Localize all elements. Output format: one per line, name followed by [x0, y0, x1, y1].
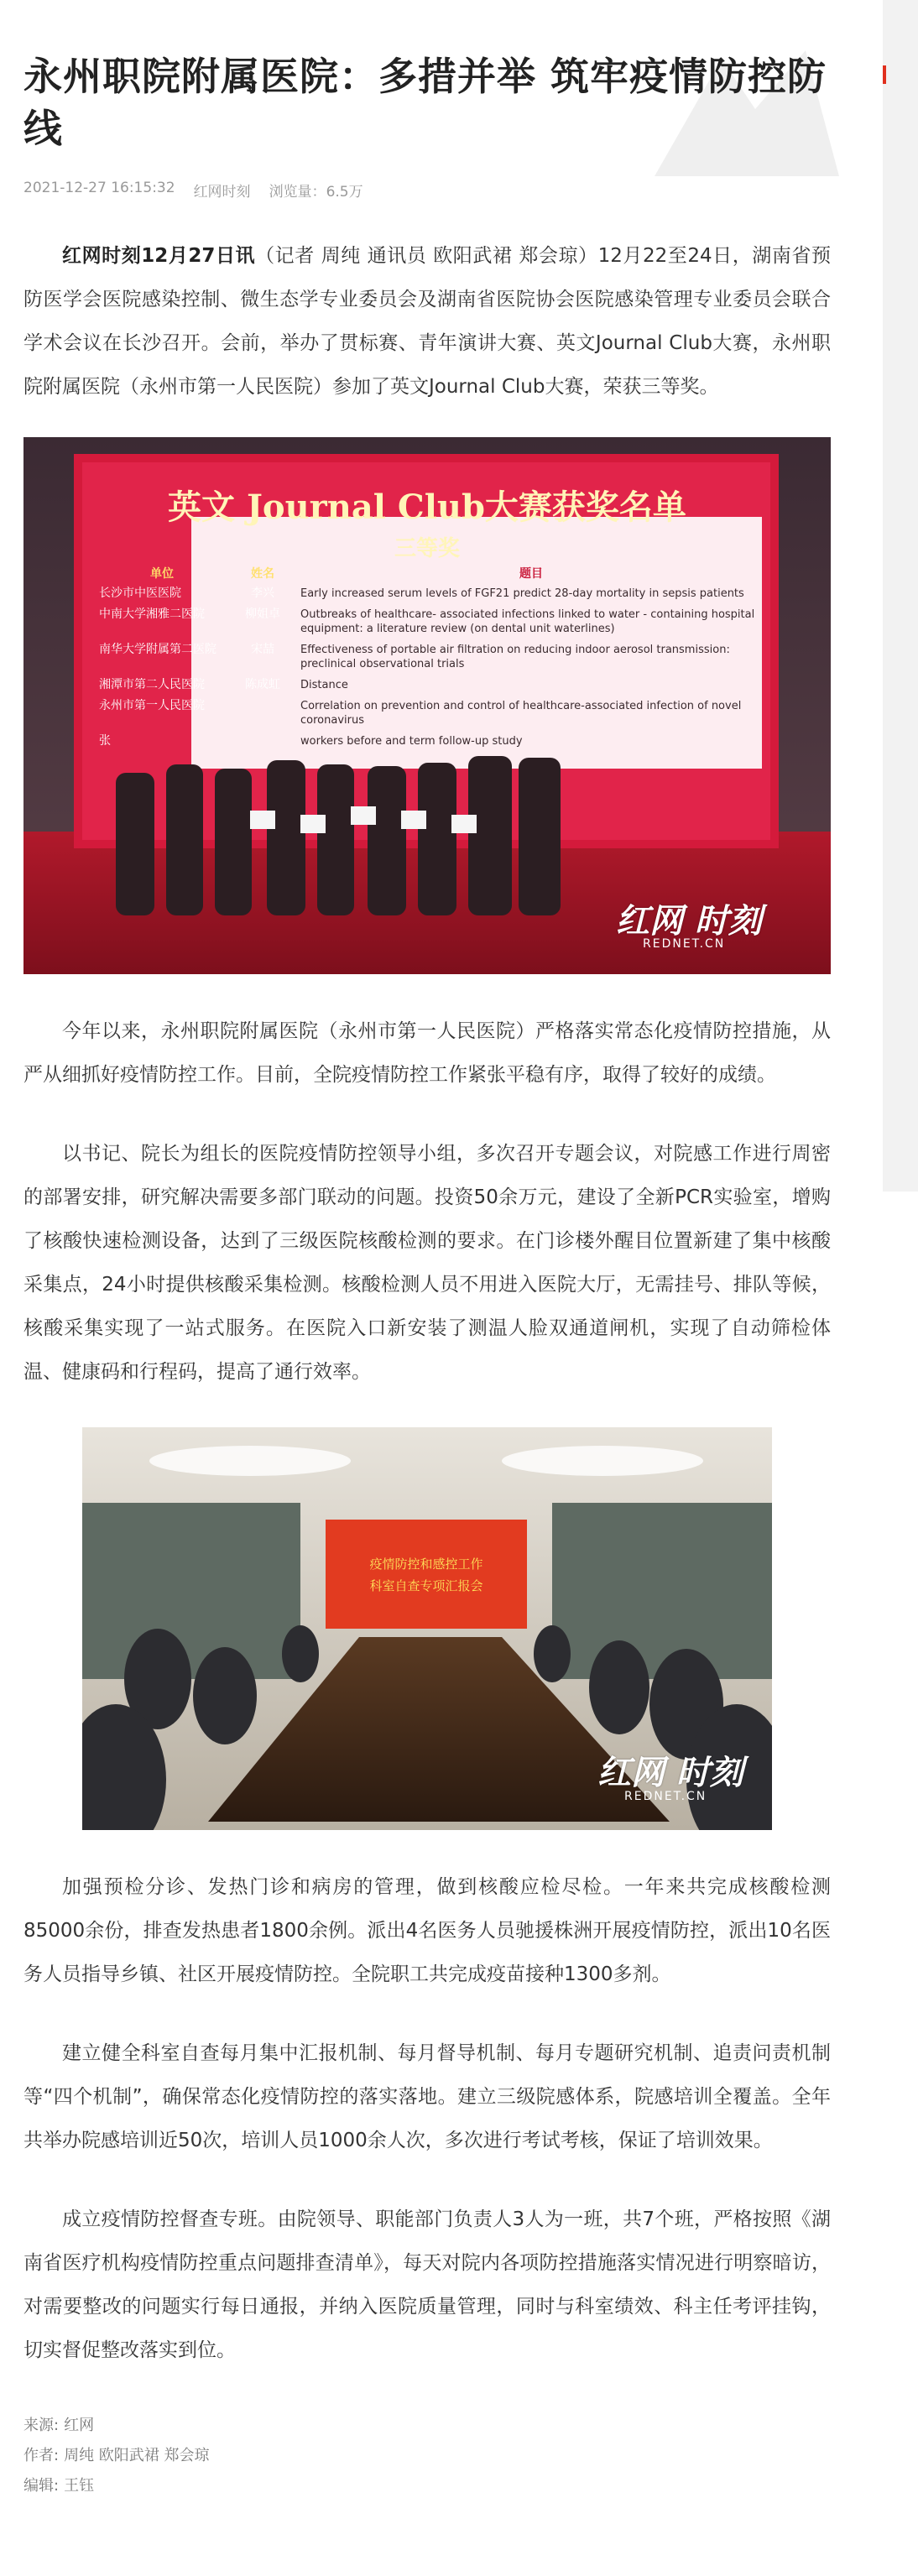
article-meta [23, 180, 831, 201]
footer-editor [23, 2471, 831, 2501]
winner-rows [99, 587, 762, 748]
footer-source-value: 红网 [64, 2417, 95, 2434]
winner-unit: 中南大学湘雅二医院 [99, 607, 205, 621]
footer-source-label: 来源: [23, 2417, 60, 2434]
winner-row [99, 734, 762, 748]
winner-row [99, 643, 762, 671]
award-ceremony-photo [23, 437, 831, 974]
paragraph-1-text: （记者 周纯 通讯员 欧阳武裙 郑会琼）12月22至24日，湖南省预防医学会医院感染控制、微生态学专业委员会及湖南省医院协会医院感染管理专业委员会联合学术会议在长沙召开。会前，举办了贯标赛、青年演讲大赛、英文Journal Club大赛，永州职院附属医院（永州市第一人民医院）参加了英文Journal Club大赛，荣获三等奖。 [23, 245, 831, 398]
footer-editor-label: 编辑: [23, 2477, 60, 2495]
winner-unit: 长沙市中医医院 [99, 587, 181, 600]
views-label: 浏览量： [269, 184, 326, 201]
winner-name [225, 734, 300, 748]
banner-title: 英文 Journal Club大赛获奖名单 [168, 488, 686, 527]
footer-author [23, 2441, 831, 2471]
footer-editor-value: 王钰 [64, 2477, 95, 2495]
scroll-indicator[interactable] [883, 65, 886, 84]
footer-author-label: 作者: [23, 2447, 60, 2464]
winner-topic: Outbreaks of healthcare- associated infections linked to water - containing hospital equipment: a literature review (on dental unit waterlines) [300, 608, 755, 635]
winner-topic: Effectiveness of portable air filtration on reducing indoor aerosol transmission: preclinical observational trials [300, 644, 730, 670]
article-footer [23, 2411, 831, 2501]
banner-subtitle: 三等奖 [394, 536, 460, 561]
winner-name: 宋喆 [251, 643, 274, 656]
footer-author-value: 周纯 欧阳武裙 郑会琼 [64, 2447, 210, 2464]
article [23, 50, 831, 2501]
winner-unit: 永州市第一人民医院 [99, 699, 205, 712]
winner-unit: 张 [99, 734, 111, 748]
rednet-logo-sub: REDNET.CN [643, 937, 726, 951]
winner-topic: Early increased serum levels of FGF21 predict 28-day mortality in sepsis patients [300, 587, 744, 600]
winner-row [99, 607, 762, 636]
paragraph-2: 今年以来，永州职院附属医院（永州市第一人民医院）严格落实常态化疫情防控措施，从严从细抓好疫情防控工作。目前，全院疫情防控工作紧张平稳有序，取得了较好的成绩。 [23, 1020, 831, 1086]
paragraph-5: 建立健全科室自查每月集中汇报机制、每月督导机制、每月专题研究机制、追责问责机制等“四个机制”，确保常态化疫情防控的落实落地。建立三级院感体系，院感培训全覆盖。全年共举办院感培训近50次，培训人员1000余人次，多次进行考试考核，保证了培训效果。 [23, 2042, 831, 2151]
winner-row [99, 699, 762, 727]
dateline: 红网时刻12月27日讯 [62, 245, 256, 267]
winner-name: 柳姐卓 [245, 607, 280, 621]
scrollbar-track[interactable] [883, 0, 918, 1192]
views-value: 6.5万 [326, 184, 363, 201]
winner-unit: 湘潭市第二人民医院 [99, 678, 205, 691]
paragraph-4: 加强预检分诊、发热门诊和病房的管理，做到核酸应检尽检。一年来共完成核酸检测85000余份，排查发热患者1800余例。派出4名医务人员驰援株洲开展疫情防控，派出10名医务人员指导乡镇、社区开展疫情防控。全院职工共完成疫苗接种1300多剂。 [23, 1876, 831, 1985]
winner-name [225, 699, 300, 727]
winner-row [99, 678, 762, 692]
col-name: 姓名 [251, 567, 274, 581]
footer-source [23, 2411, 831, 2441]
screen-line-2: 科室自查专项汇报会 [369, 1578, 483, 1593]
col-topic: 题目 [519, 567, 543, 581]
paragraph-3: 以书记、院长为组长的医院疫情防控领导小组，多次召开专题会议，对院感工作进行周密的部署安排，研究解决需要多部门联动的问题。投资50余万元，建设了全新PCR实验室，增购了核酸快速检测设备，达到了三级医院核酸检测的要求。在门诊楼外醒目位置新建了集中核酸采集点，24小时提供核酸采集检测。核酸检测人员不用进入医院大厅，无需挂号、排队等候，核酸采集实现了一站式服务。在医院入口新安装了测温人脸双通道闸机，实现了自动筛检体温、健康码和行程码，提高了通行效率。 [23, 1143, 831, 1383]
publish-time: 2021-12-27 16:15:32 [23, 180, 175, 196]
winner-name: 陈成虹 [245, 678, 280, 691]
meeting-photo [82, 1427, 772, 1830]
source-label[interactable]: 红网时刻 [193, 184, 251, 201]
winner-topic: Correlation on prevention and control of healthcare-associated infection of novel coronavirus [300, 700, 742, 727]
screen-line-1: 疫情防控和感控工作 [369, 1557, 483, 1572]
rednet-logo: 红网 时刻 [597, 1754, 743, 1792]
winners-table [99, 565, 762, 755]
article-title: 永州职院附属医院：多措并举 筑牢疫情防控防线 [23, 54, 827, 151]
winner-topic: workers before and term follow-up study [300, 735, 523, 748]
winner-name: 李兴 [251, 587, 274, 600]
views-count [269, 180, 363, 201]
rednet-logo-sub: REDNET.CN [624, 1790, 707, 1803]
col-unit: 单位 [150, 567, 174, 581]
paragraph-6: 成立疫情防控督查专班。由院领导、职能部门负责人3人为一班，共7个班，严格按照《湖南省医疗机构疫情防控重点问题排查清单》，每天对院内各项防控措施落实情况进行明察暗访，对需要整改的问题实行每日通报，并纳入医院质量管理，同时与科室绩效、科主任考评挂钩，切实督促整改落实到位。 [23, 2208, 831, 2361]
winner-unit: 南华大学附属第二医院 [99, 643, 216, 656]
winner-topic: Distance [300, 679, 348, 691]
rednet-logo: 红网 时刻 [616, 902, 762, 941]
winner-row [99, 587, 762, 601]
screen-text [326, 1553, 527, 1597]
paragraph-1 [23, 234, 831, 409]
